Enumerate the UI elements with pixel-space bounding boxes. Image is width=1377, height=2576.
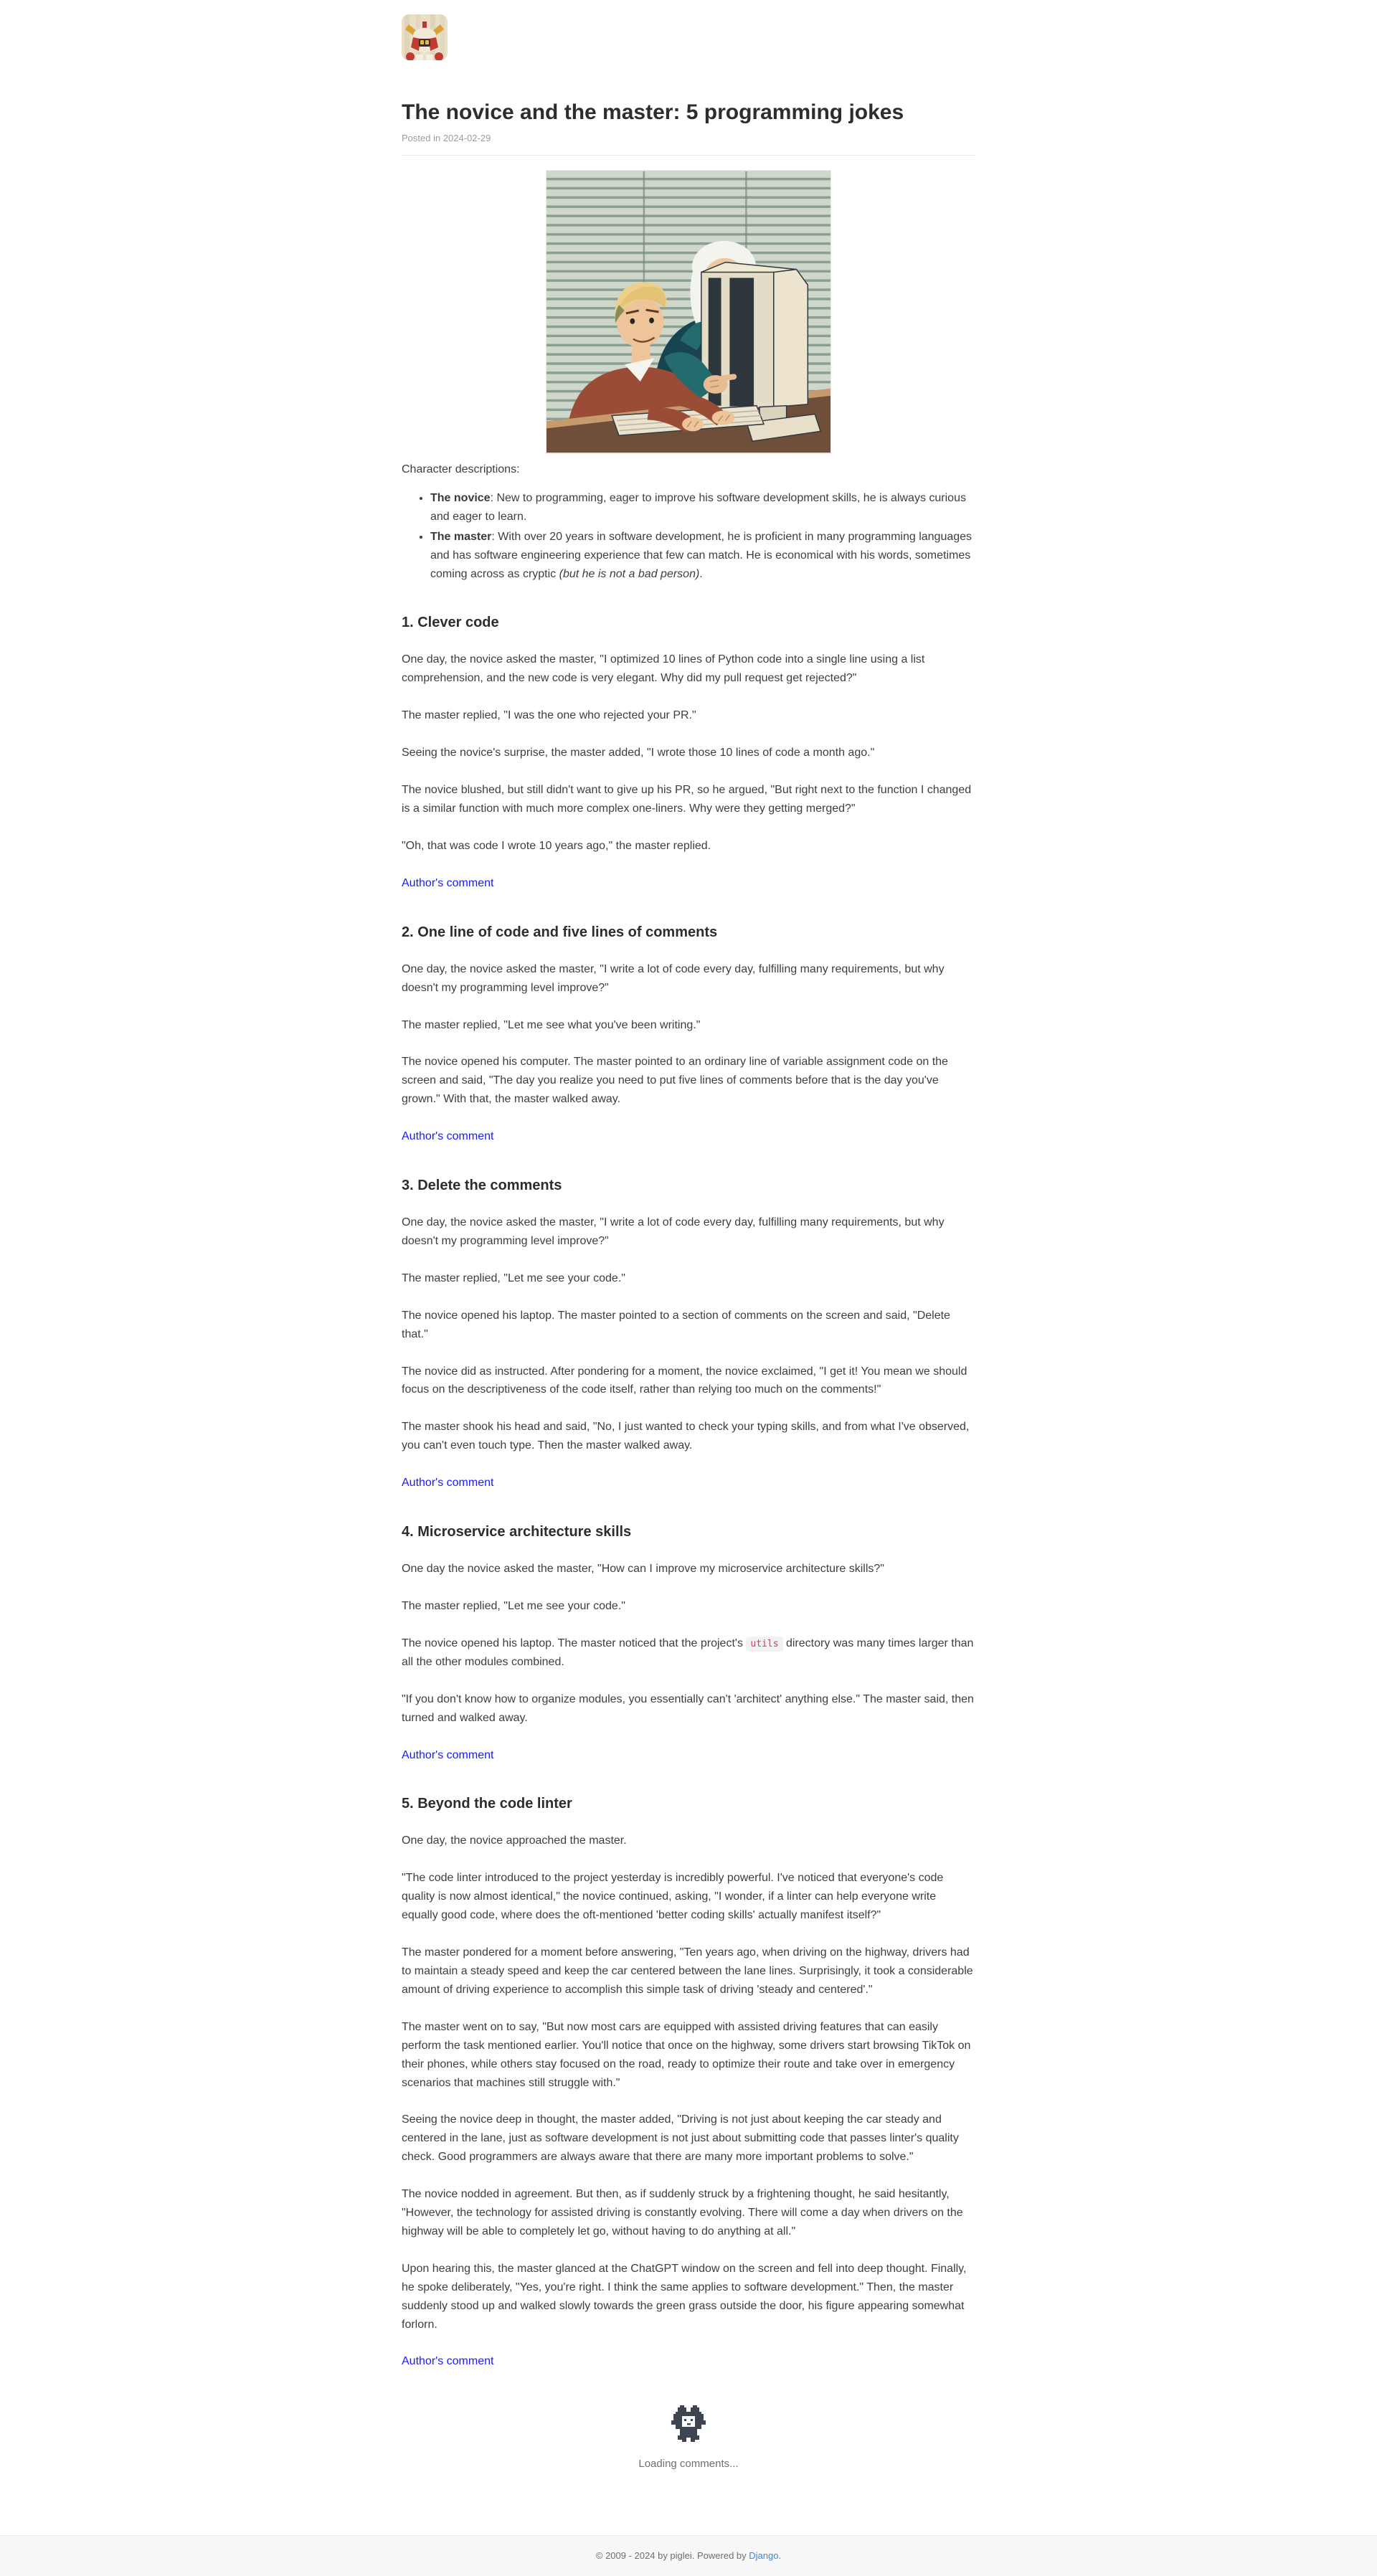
paragraph: One day, the novice asked the master, "I write a lot of code every day, fulfilling many requirements, but why doesn't my programming level improve?" xyxy=(402,1216,945,1247)
character-item: • The novice: New to programming, eager to improve his software development skills, he is always curious and eager to learn. xyxy=(430,489,975,526)
paragraph: The master replied, "I was the one who rejected your PR." xyxy=(402,709,696,722)
comments-section xyxy=(402,2405,975,2473)
italic-text: (but he is not a bad person) xyxy=(559,567,700,580)
footer-copyright: © 2009 - 2024 by piglei. Powered by xyxy=(595,2549,749,2561)
paragraph: "If you don't know how to organize modules, you essentially can't 'architect' anything else." The master said, then turned and walked away. xyxy=(402,1692,974,1724)
character-descriptions-label: Character descriptions: xyxy=(402,463,520,475)
paragraph: The novice opened his laptop. The master noticed that the project's utils directory was many times larger than all the other modules combined. xyxy=(402,1637,974,1668)
site-footer xyxy=(0,2535,1377,2576)
authors-comment-link[interactable]: Author's comment xyxy=(402,1477,494,1490)
paragraph: The master replied, "Let me see your code." xyxy=(402,1600,625,1612)
comment-link-line xyxy=(402,1746,975,1765)
django-link[interactable]: Django xyxy=(749,2549,779,2561)
section-heading: 3. Delete the comments xyxy=(402,1178,562,1194)
paragraph: The master replied, "Let me see your code." xyxy=(402,1272,625,1284)
section-heading: 5. Beyond the code linter xyxy=(402,1796,572,1812)
comments-loading-text: Loading comments... xyxy=(638,2458,739,2471)
paragraph: The novice nodded in agreement. But then, as if suddenly struck by a frightening thought, he said hesitantly, "However, the technology for assisted driving is constantly evolving. There will come a day when drivers on the highway will be able to completely let go, without having to do anything at all." xyxy=(402,2188,963,2238)
character-item: • The master: With over 20 years in software development, he is proficient in many programming languages and has software engineering experience that few can match. He is economical with his words, sometimes coming across as cryptic (but he is not a bad person). xyxy=(430,528,975,584)
paragraph: The master shook his head and said, "No, I just wanted to check your typing skills, and from what I've observed, you can't even touch type. Then the master walked away. xyxy=(402,1421,970,1452)
paragraph: The novice opened his computer. The master pointed to an ordinary line of variable assignment code on the screen and said, "The day you realize you need to put five lines of comments before that is the day you've grown." With that, the master walked away. xyxy=(402,1056,948,1106)
comments-mascot-icon xyxy=(671,2405,706,2442)
bold-text: The master xyxy=(430,530,492,543)
authors-comment-link[interactable]: Author's comment xyxy=(402,1748,494,1761)
hero-figure xyxy=(402,170,975,458)
post-date: Posted in 2024-02-29 xyxy=(402,133,491,143)
paragraph: The novice did as instructed. After pondering for a moment, the novice exclaimed, "I get it! You mean we should focus on the descriptiveness of the code itself, rather than relying too much on the comments!" xyxy=(402,1365,967,1396)
paragraph: The novice blushed, but still didn't want to give up his PR, so he argued, "But right next to the function I changed is a similar function with much more complex one-liners. Why were they getting merged?" xyxy=(402,784,972,815)
pixel-cat-icon xyxy=(671,2405,706,2442)
paragraph: Seeing the novice's surprise, the master added, "I wrote those 10 lines of code a month ago." xyxy=(402,747,875,759)
paragraph: "Oh, that was code I wrote 10 years ago," the master replied. xyxy=(402,839,711,852)
paragraph: One day the novice asked the master, "How can I improve my microservice architecture skills?" xyxy=(402,1563,884,1576)
paragraph: The novice opened his laptop. The master pointed to a section of comments on the screen and said, "Delete that." xyxy=(402,1309,950,1340)
comment-link-line xyxy=(402,2352,975,2371)
section-heading: 1. Clever code xyxy=(402,615,499,631)
paragraph: One day, the novice approached the master. xyxy=(402,1834,627,1847)
comment-link-line xyxy=(402,1127,975,1146)
page-title: The novice and the master: 5 programming jokes xyxy=(402,100,904,124)
authors-comment-link[interactable]: Author's comment xyxy=(402,1130,494,1143)
article xyxy=(402,100,975,2473)
authors-comment-link[interactable]: Author's comment xyxy=(402,876,494,889)
paragraph: Seeing the novice deep in thought, the master added, "Driving is not just about keeping the car steady and centered in the lane, just as software development is not just about submitting code that passes linter's quality check. Good programmers are always aware that there are many more important problems to solve." xyxy=(402,2113,959,2164)
paragraph: The master went on to say, "But now most cars are equipped with assisted driving features that can easily perform the task mentioned earlier. You'll notice that once on the highway, some drivers start browsing TikTok on their phones, while others stay focused on the road, ready to optimize their route and take over in emergency scenarios that machines still struggle with." xyxy=(402,2020,971,2089)
section-heading: 4. Microservice architecture skills xyxy=(402,1524,632,1540)
page-container xyxy=(402,0,975,2473)
inline-code: utils xyxy=(746,1637,782,1652)
comment-link-line xyxy=(402,1474,975,1492)
character-list xyxy=(402,489,975,584)
paragraph: The master replied, "Let me see what you've been writing." xyxy=(402,1018,701,1031)
paragraph: The master pondered for a moment before answering, "Ten years ago, when driving on the highway, drivers had to maintain a steady speed and keep the car centered between the lane lines. Surprisingly, it took a considerable amount of driving experience to accomplish this simple task of driving 'steady and centered'." xyxy=(402,1946,973,1996)
site-header xyxy=(402,0,975,64)
authors-comment-link[interactable]: Author's comment xyxy=(402,2355,494,2368)
paragraph: One day, the novice asked the master, "I optimized 10 lines of Python code into a single line using a list comprehension, and the new code is very elegant. Why did my pull request get rejected?" xyxy=(402,653,925,685)
paragraph: Upon hearing this, the master glanced at the ChatGPT window on the screen and fell into deep thought. Finally, he spoke deliberately, "Yes, you're right. I think the same applies to software development." Then, the master suddenly stood up and walked slowly towards the green grass outside the door, his figure appearing somewhat forlorn. xyxy=(402,2262,967,2331)
hero-illustration xyxy=(546,170,831,454)
comment-link-line xyxy=(402,874,975,893)
robot-logo-icon xyxy=(402,14,448,60)
site-logo-link[interactable] xyxy=(402,14,448,60)
paragraph: "The code linter introduced to the project yesterday is incredibly powerful. I've noticed that everyone's code quality is now almost identical," the novice continued, asking, "I wonder, if a linter can help everyone write equally good code, where does the oft-mentioned 'better coding skills' actually manifest itself?" xyxy=(402,1872,944,1922)
paragraph: One day, the novice asked the master, "I write a lot of code every day, fulfilling many requirements, but why doesn't my programming level improve?" xyxy=(402,962,945,994)
bold-text: The novice xyxy=(430,491,491,504)
section-heading: 2. One line of code and five lines of comments xyxy=(402,924,718,940)
joke-sections xyxy=(402,613,975,2371)
footer-period: . xyxy=(778,2549,782,2561)
header-divider xyxy=(402,155,975,156)
